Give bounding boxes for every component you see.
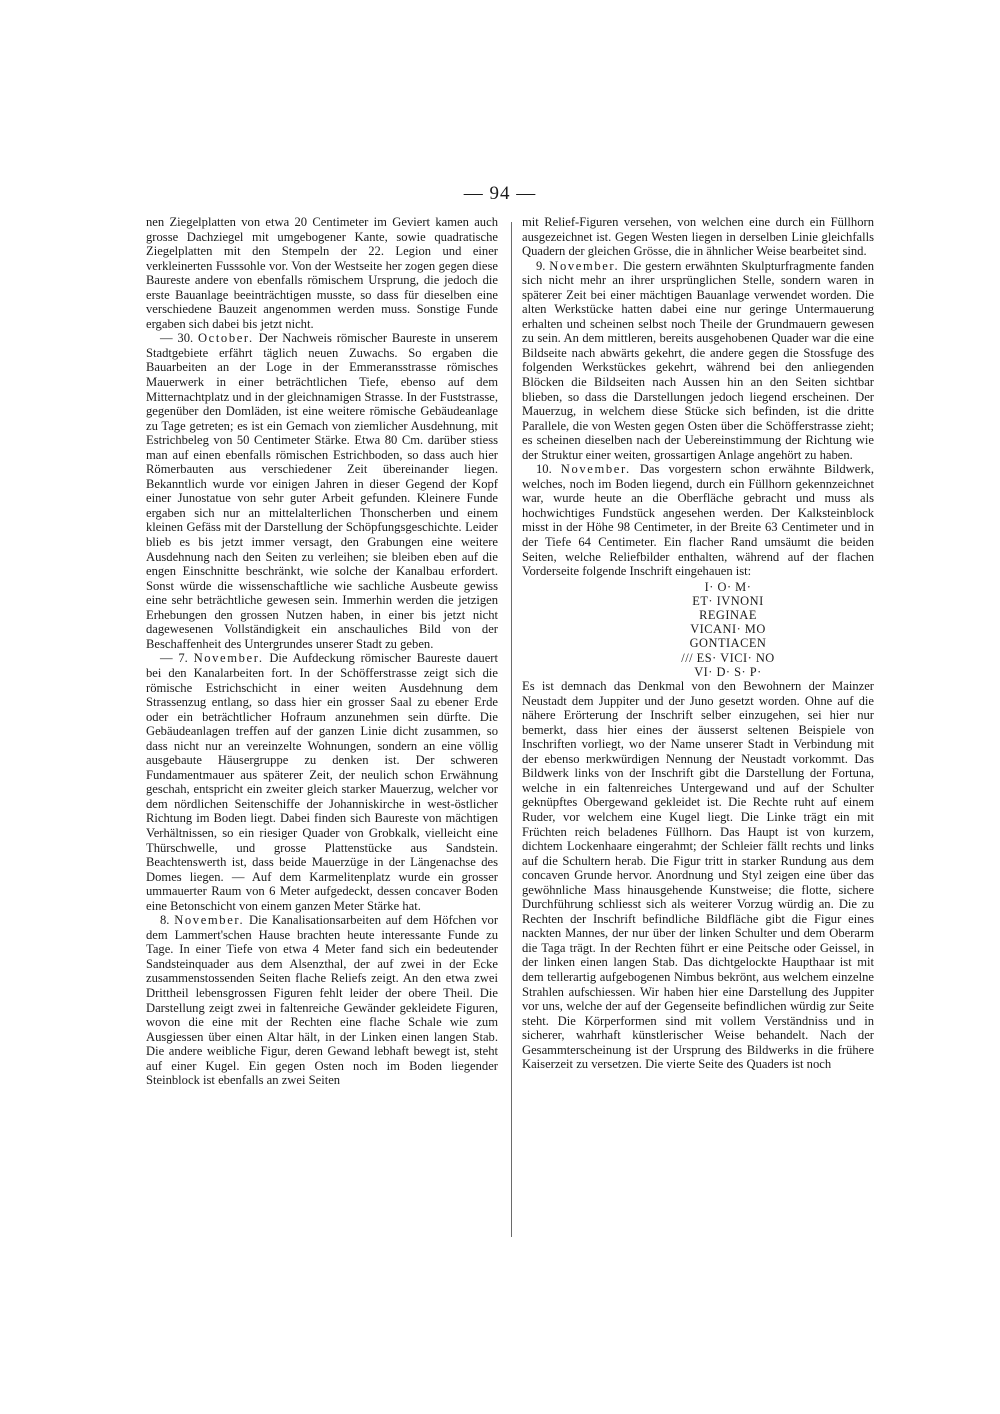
paragraph-october-30 [146, 331, 498, 651]
entry-date: October. [197, 331, 254, 346]
inscription-line: VICANI· MO [690, 622, 766, 637]
column-divider [511, 222, 512, 1237]
entry-text: Die Aufdeckung römischer Baureste dauert bei den Kanalarbeiten fort. In der Schöfferstrasse zeigt sich die römische Estrichschicht in einer weiten Ausdehnung dem Strassenzug entlang, so dass hier ein grosser Saal zu ebener Erde oder ein beträchtlicher Hofraum anzunehmen sein dürfte. Die Gebäudeanlagen treffen auf der ganzen Linie dicht zusammen, so dass nicht nur an vereinzelte Wohnungen, sondern an eine völlig ausgebaute Häusergruppe zu denken ist. Der schweren Fundamentmauer aus späterer Zeit, der neulich schon Erwähnung geschah, entspricht ein zweiter gleich starker Mauerzug, welcher vor dem nördlichen Seitenschiffe der Johanniskirche in west-östlicher Richtung im Boden liegt. Dabei finden sich Baureste von mächtigen Verhältnissen, so ein riesiger Quader von Grobkalk, vielleicht eine Thürschwelle, und grosse Plattenstücke aus Sandstein. Beachtenswerth ist, dass beide Mauerzüge in der Längenachse des Domes liegen. — Auf dem Karmelitenplatz wurde ein grosser ummauerter Raum von 6 Meter aufgedeckt, dessen concaver Boden eine Betonschicht von einem ganzen Meter Stärke hat. [146, 651, 498, 913]
entry-date: November. [193, 651, 264, 666]
inscription-line: I· O· M· [704, 579, 752, 594]
entry-text: Der Nachweis römischer Baureste in unserem Stadtgebiete erfährt täglich neuen Zuwachs. So ergaben die Bauarbeiten an der Loge in der Emmeransstrasse römisches Mauerwerk in einer beträchtlichen Tiefe, ebenso auf dem Mitternachtplatz und in der gleichnamigen Strasse. In der Fuststrasse, gegenüber den Domläden, ist eine weitere römische Gebäudeanlage zu Tage getreten; es ist ein Gemach von ziemlicher Ausdehnung, mit Estrichbeleg von 50 Centimeter Stärke. Etwa 80 Cm. darüber stiess man auf einen ebenfalls römischen Estrichboden, so dass auch hier Römerbauten aus verschiedener Zeit übereinander liegen. Bekanntlich wurde vor einigen Jahren in dieser Gegend der Kopf einer Junostatue von sehr guter Arbeit gefunden. Kleinere Funde ergaben sich nur an mittelalterlichen Thonscherben und einem kleinen Gefäss mit der Darstellung der Schöpfungsgeschichte. Leider blieb es bis jetzt immer versagt, den Grabungen eine weitere Ausdehnung nach den Seiten zu verleihen; sie bleiben eben auf die engen Einschnitte beschränkt, wie solche der Kanalbau erfordert. Sonst würde die wissenschaftliche wie sachliche Ausbeute gewiss eine sehr beträchtliche gewesen sein. Immerhin werden die jetzigen Erhebungen den grossen Nutzen haben, in einer bis jetzt nicht dagewesenen Vollständigkeit ein anschauliches Bild von der Beschaffenheit des Untergrundes unserer Stadt zu geben. [146, 331, 498, 651]
inscription-line: /// ES· VICI· NO [681, 650, 775, 665]
inscription-line: ET· IVNONI [692, 593, 764, 608]
entry-prefix: — 30. [160, 331, 198, 346]
paragraph: nen Ziegelplatten von etwa 20 Centimeter im Geviert kamen auch grosse Dachziegel mit umgebogener Kante, sowie quadratische Ziegelplatten mit den Stempeln der 22. Legion und einer verkleinerten Fusssohle vor. Von der Westseite her zogen gegen diese Baureste andere von ebenfalls römischem Ursprung, die jedoch die erste Bauanlage beeinträchtigen musste, so dass für dieselben eine verschiedene Bauzeit angenommen werden muss. Sonstige Funde ergaben sich dabei bis jetzt nicht. [146, 215, 498, 331]
entry-prefix: 8. [160, 913, 175, 928]
inscription-line: REGINAE [699, 608, 757, 623]
paragraph: mit Relief-Figuren versehen, von welchen eine durch ein Füllhorn ausgezeichnet ist. Gegen Westen liegen in derselben Linie gleichfalls Quadern der gleichen Grösse, die in ähnlicher Weise bearbeitet sind. [522, 215, 874, 259]
inscription-line: GONTIACEN [689, 636, 767, 651]
entry-prefix: 9. [536, 258, 550, 273]
paragraph-november-10 [522, 462, 874, 578]
left-column [146, 215, 498, 1088]
paragraph-november-7 [146, 651, 498, 913]
paragraph: Es ist demnach das Denkmal von den Bewohnern der Mainzer Neustadt dem Juppiter und der Juno gesetzt worden. Ohne auf die nähere Erörterung der Inschrift selber einzugehen, sei hier nur bemerkt, dass hier eines der äusserst seltenen Beispiele von Inschriften vorliegt, wo der Name unserer Stadt in Verbindung mit der ebenso merkwürdigen Nennung der Neustadt vorkommt. Das Bildwerk links von der Inschrift gibt die Darstellung der Fortuna, welche in ein faltenreiches Untergewand und auf der Schulter geknüpftes Obergewand gekleidet ist. Die Rechte ruht auf einem Ruder, vor welchem eine Kugel liegt. Die Linke trägt ein mit Früchten reich beladenes Füllhorn. Das Haupt ist von kurzem, dichtem Lockenhaare eingerahmt; der Schleier fällt rechts und links auf die Schultern herab. Die Figur tritt in starker Rundung aus dem concaven Grunde hervor. Anordnung und Styl zeigen eine über das gewöhnliche Mass hinausgehende Kunstweise; die flotte, sichere Durchführung schliesst sich als weiterer Vorzug würdig an. Die zu Rechten der Inschrift befindliche Bildfläche gibt die Figur eines nackten Mannes, der nur über der linken Schulter und dem Oberarm die Taga trägt. In der Rechten führt er eine Peitsche oder Geissel, in der linken einen langen Stab. Das dichtgelockte Haupthaar ist mit dem tellerartig aufgebogenen Nimbus bekrönt, aus welchem einzelne Strahlen aufschiessen. Wir haben hier eine Darstellung des Juppiter vor uns, welche der auf der Gegenseite befindlichen würdig zur Seite steht. Die Körperformen sind mit vollem Verständniss und in sicherer, wahrhaft künstlerischer Weise behandelt. Nach der Gesammterscheinung ist der Ursprung des Bildwerks in die frühere Kaiserzeit zu versetzen. Die vierte Seite des Quaders ist noch [522, 679, 874, 1072]
paragraph-november-8 [146, 913, 498, 1088]
latin-inscription [522, 580, 874, 679]
entry-text: Das vorgestern schon erwähnte Bildwerk, welches, noch im Boden liegend, durch ein Füllhorn gekennzeichnet war, wurde heute an die Oberfläche gebracht und muss als hochwichtiges Fundstück angesehen werden. Der Kalksteinblock misst in der Höhe 98 Centimeter, in der Breite 63 Centimeter und in der Tiefe 64 Centimeter. Ein flacher Rand umsäumt die beiden Seiten, welche Reliefbilder enthalten, während auf der flachen Vorderseite folgende Inschrift eingehauen ist: [522, 462, 875, 579]
entry-date: November. [174, 913, 245, 928]
paragraph-november-9 [522, 259, 874, 463]
entry-text: Die Kanalisationsarbeiten auf dem Höfchen vor dem Lammert'schen Hause brachten heute interessante Funde zu Tage. In einer Tiefe von etwa 4 Meter fand sich ein bedeutender Sandsteinquader aus dem Alsenzthal, der auf zwei in der Ecke zusammenstossenden Seiten flache Reliefs zeigt. An den etwa zwei Drittheil lebensgrossen Figuren fehlt leider der obere Theil. Die Darstellung zeigt zwei in faltenreiche Gewänder gekleidete Figuren, wovon die eine mit der Rechten eine flache Schale wie zum Ausgiessen über einen Altar hält, in der Linken einen langen Stab. Die andere weibliche Figur, deren Gewand lebhaft bewegt ist, steht auf einer Kugel. Ein gegen Osten noch im Boden liegender Steinblock ist ebenfalls an zwei Seiten [146, 913, 499, 1088]
entry-date: November. [560, 462, 631, 477]
entry-date: November. [549, 258, 620, 273]
page-number: — 94 — [463, 183, 537, 204]
entry-prefix: 10. [536, 462, 561, 477]
right-column [522, 215, 874, 1072]
entry-text: Die gestern erwähnten Skulpturfragmente fanden sich nicht mehr an ihrer ursprünglichen Stelle, sondern waren in späterer Zeit bei einer mächtigen Bauanlage verwendet worden. Die alten Werkstücke hatten dabei eine nur geringe Untermauerung erhalten und scheinen selbst noch Theile der Grundmauern gewesen zu sein. An dem mittleren, bereits ausgehobenen Quader war die eine Bildseite nach abwärts gekehrt, die andere gegen die Stossfuge des folgenden Werkstückes gekehrt, während bei den anliegenden Blöcken die Bildseiten nach Aussen hin an den Seiten sichtbar blieben, so dass die Darstellungen jedoch liegend erscheinen. Der Mauerzug, in welchem diese Stücke sich befinden, ist die dritte Parallele, die von Westen gegen Osten über die Schöfferstrasse zieht; es scheinen dieselben nach der Uebereinstimmung der Richtung wie der Struktur einer weiten, grossartigen Anlage angehört zu haben. [522, 258, 875, 462]
inscription-line: VI· D· S· P· [694, 664, 762, 679]
entry-prefix: — 7. [160, 651, 194, 666]
